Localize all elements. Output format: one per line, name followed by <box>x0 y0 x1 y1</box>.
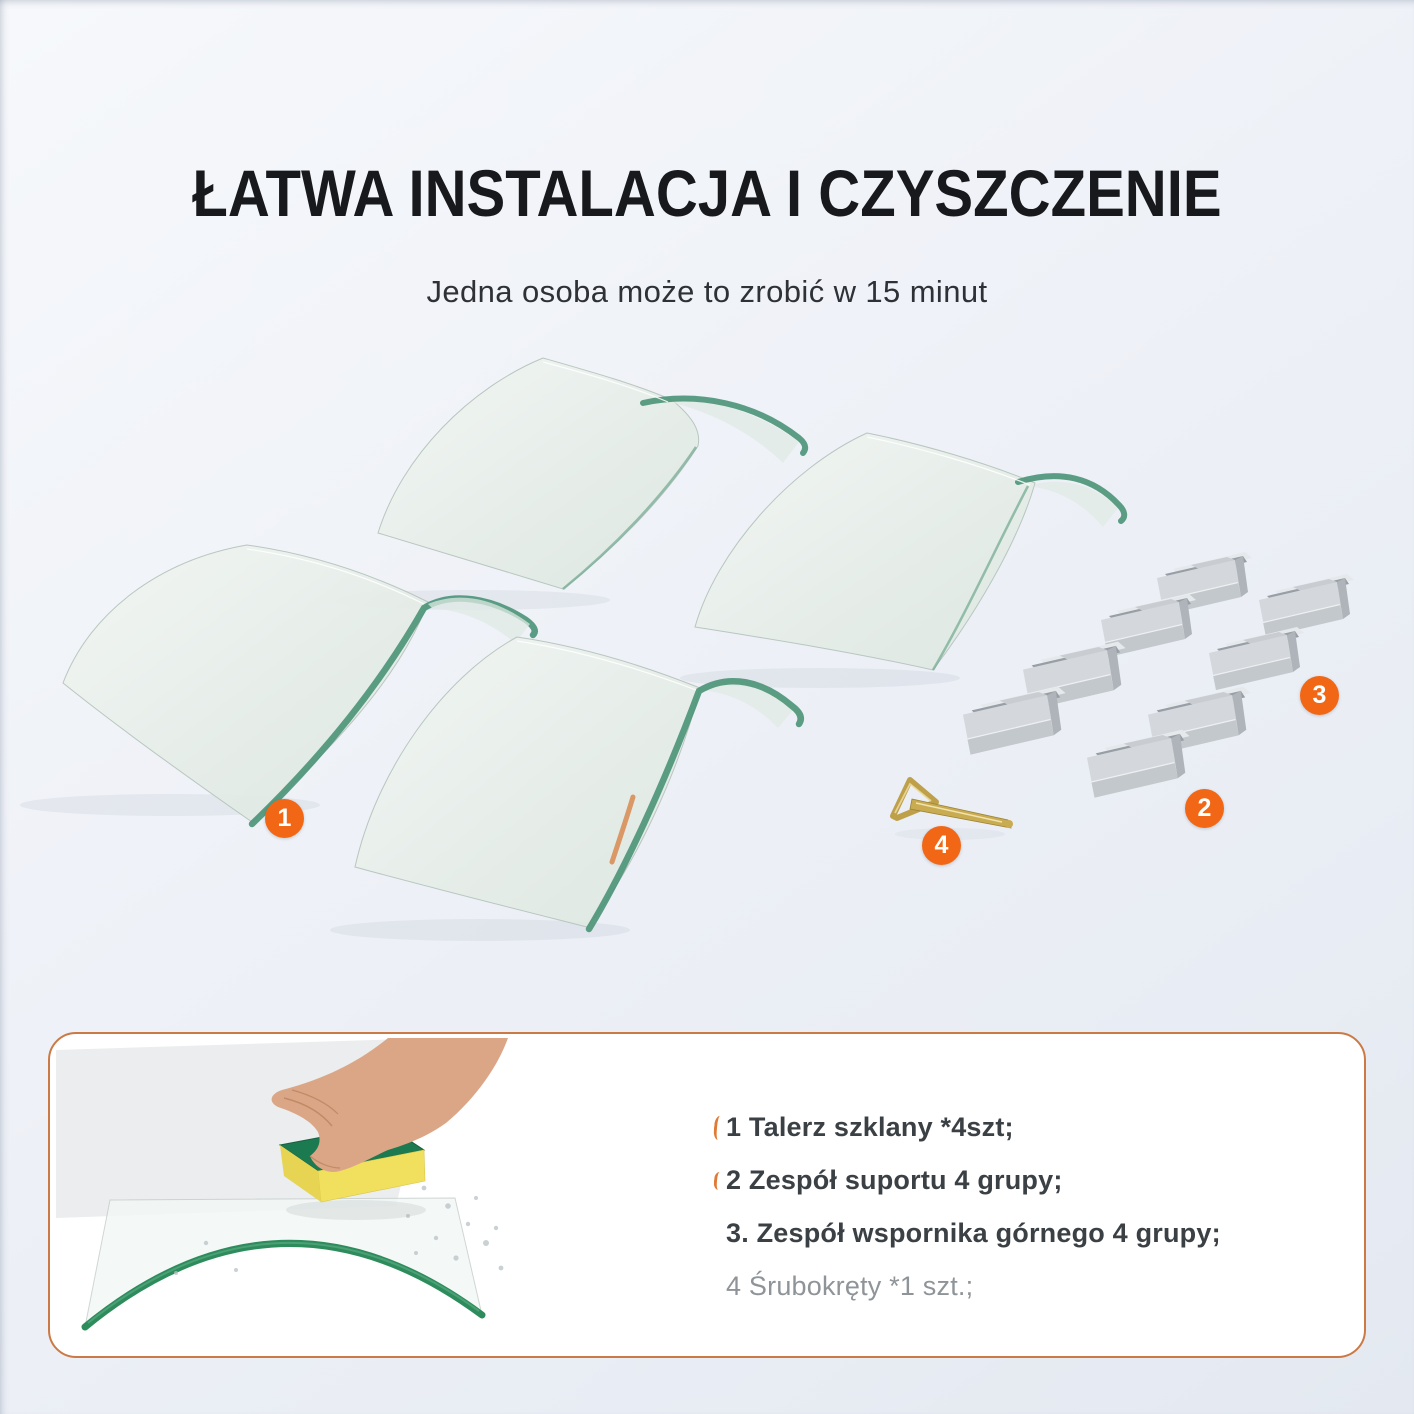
parts-list-item <box>716 1271 1221 1302</box>
cleaning-photo <box>56 1038 716 1338</box>
photo-glass-sheet <box>85 1198 482 1327</box>
badge-3: 3 <box>1300 676 1339 715</box>
glass-clip <box>1209 627 1304 690</box>
page-title: ŁATWA INSTALACJA I CZYSZCZENIE <box>192 156 1222 230</box>
parts-legend-panel <box>48 1032 1366 1358</box>
badge-2: 2 <box>1185 789 1224 828</box>
glass-panel-2 <box>695 433 1124 670</box>
parts-list-item-text: 2 Zespół suportu 4 grupy; <box>726 1165 1063 1195</box>
badge-1: 1 <box>265 799 304 838</box>
glass-clip <box>963 687 1066 755</box>
glass-clip <box>1259 574 1354 637</box>
orange-tick-mark <box>713 1116 725 1141</box>
badge-4: 4 <box>922 826 961 865</box>
glass-clip <box>1087 730 1190 798</box>
support-clips <box>963 642 1251 798</box>
parts-list-item-text: 3. Zespół wspornika górnego 4 grupy; <box>726 1218 1221 1248</box>
parts-list <box>716 1112 1221 1302</box>
parts-list-item-text: 1 Talerz szklany *4szt; <box>726 1112 1014 1142</box>
parts-list-item-text: 4 Śrubokręty *1 szt.; <box>726 1271 974 1301</box>
top-bracket-clips <box>1101 552 1354 690</box>
parts-list-item <box>716 1165 1221 1196</box>
orange-tick-mark <box>713 1172 725 1191</box>
parts-list-item <box>716 1112 1221 1143</box>
glass-panel-4 <box>355 637 801 929</box>
parts-list-item <box>716 1218 1221 1249</box>
page-subtitle: Jedna osoba może to zrobić w 15 minut <box>426 274 988 309</box>
screwdriver-tool-icon <box>893 780 1013 828</box>
